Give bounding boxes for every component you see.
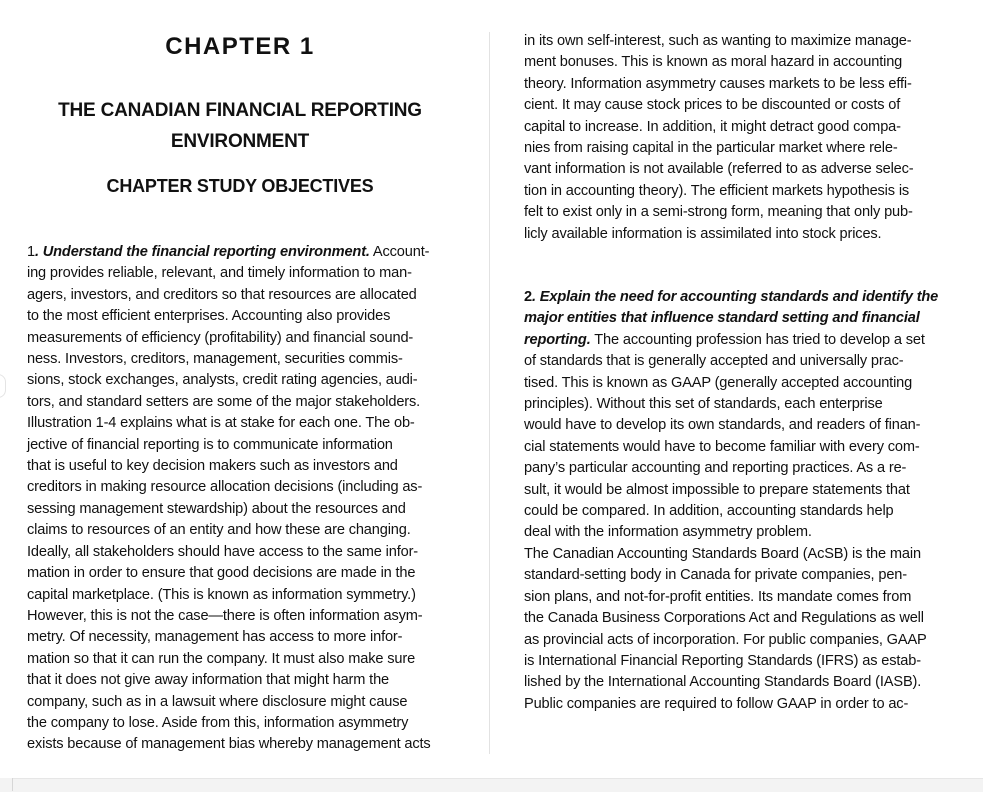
paragraph-line: cial statements would have to become familiar with every com- — [524, 438, 920, 455]
column-divider — [489, 32, 490, 754]
paragraph-line: theory. Information asymmetry causes markets to be less effi- — [524, 75, 912, 92]
paragraph-line: in its own self-interest, such as wanting to maximize manage- — [524, 33, 912, 49]
paragraph-line: capital to increase. In addition, it might detract good compa- — [524, 118, 901, 135]
paragraph-line: vant information is not available (referred to as adverse selec- — [524, 161, 914, 178]
paragraph-line: mation in order to ensure that good decisions are made in the — [27, 565, 416, 582]
objective-number: 1 — [27, 244, 35, 260]
chapter-title: CHAPTER 1 — [165, 33, 315, 60]
paragraph-line — [524, 287, 959, 308]
page-edge-marker — [0, 374, 6, 398]
paragraph-line: ness. Investors, creditors, management, securities commis- — [27, 351, 403, 368]
paragraph-line: ment bonuses. This is known as moral hazard in accounting — [524, 54, 903, 71]
paragraph-line: mation so that it can run the company. It must also make sure — [27, 650, 416, 667]
paragraph-line: cient. It may cause stock prices to be discounted or costs of — [524, 97, 901, 114]
paragraph-line: tion in accounting theory). The efficient markets hypothesis is — [524, 182, 910, 199]
paragraph-line: the Canada Business Corporations Act and Regulations as well — [524, 610, 924, 627]
paragraph-line: exists because of management bias whereby management acts — [27, 736, 431, 753]
objective-1-paragraph — [27, 242, 459, 756]
paragraph-line: tors, and standard setters are some of the major stakeholders. — [27, 393, 421, 410]
paragraph-line: that is useful to key decision makers such as investors and — [27, 458, 398, 475]
paragraph-line: is International Financial Reporting Standards (IFRS) as estab- — [524, 652, 921, 669]
paragraph-line: felt to exist only in a semi-strong form, meaning that only pub- — [524, 204, 913, 221]
objective-1-continuation — [524, 31, 959, 245]
paragraph-line: of standards that is generally accepted and universally prac- — [524, 353, 904, 370]
objective-lead: . Understand the financial reporting environment. — [34, 244, 370, 260]
paragraph-line: principles). Without this set of standards, each enterprise — [524, 396, 883, 413]
title-line: ENVIRONMENT — [170, 131, 310, 152]
paragraph-line: could be compared. In addition, accounting standards help — [524, 503, 894, 520]
paragraph-line: deal with the information asymmetry problem. — [524, 524, 812, 541]
paragraph-line: would have to develop its own standards, and readers of finan- — [524, 417, 921, 434]
paragraph-line: jective of financial reporting is to communicate information — [27, 436, 393, 453]
paragraph-line: sions, stock exchanges, analysts, credit rating agencies, audi- — [27, 372, 418, 389]
paragraph-line — [524, 330, 959, 351]
paragraph-line: licly available information is assimilated into stock prices. — [524, 225, 882, 242]
paragraph-line: measurements of efficiency (profitability) and financial sound- — [27, 329, 414, 346]
title-line: THE CANADIAN FINANCIAL REPORTING — [58, 100, 422, 121]
paragraph-line: sult, it would be almost impossible to prepare statements that — [524, 481, 910, 498]
paragraph-line: claims to resources of an entity and how these are changing. — [27, 522, 411, 539]
paragraph-line: agers, investors, and creditors so that resources are allocated — [27, 286, 417, 303]
paragraph-line: as provincial acts of incorporation. For public companies, GAAP — [524, 631, 927, 648]
objective-2-paragraph — [524, 287, 959, 715]
paragraph-line: However, this is not the case—there is often information asym- — [27, 607, 423, 624]
objectives-heading: CHAPTER STUDY OBJECTIVES — [106, 176, 374, 196]
paragraph-line: company, such as in a lawsuit where disclosure might cause — [27, 693, 408, 710]
objective-lead: major entities that influence standard setting and financial — [524, 310, 920, 327]
page-corner — [0, 778, 13, 791]
paragraph-line: Illustration 1-4 explains what is at stake for each one. The ob- — [27, 415, 415, 432]
paragraph-line: ing provides reliable, relevant, and timely information to man- — [27, 265, 412, 282]
paragraph-line: nies from raising capital in the particular market where rele- — [524, 140, 898, 157]
paragraph-line: sion plans, and not-for-profit entities. Its mandate comes from — [524, 588, 912, 605]
paragraph-line: creditors in making resource allocation decisions (including as- — [27, 479, 423, 496]
objective-lead: reporting. — [524, 331, 591, 348]
paragraph-line: to the most efficient enterprises. Accounting also provides — [27, 308, 391, 325]
paragraph-line: lished by the International Accounting Standards Board (IASB). — [524, 674, 922, 691]
paragraph-text: The accounting profession has tried to develop a set — [590, 331, 925, 348]
paragraph-line: tised. This is known as GAAP (generally accepted accounting — [524, 374, 913, 391]
objective-lead: . Explain the need for accounting standards and identify the — [531, 289, 939, 305]
paragraph-line: pany’s particular accounting and reporting practices. As a re- — [524, 460, 907, 477]
paragraph-line: metry. Of necessity, management has access to more infor- — [27, 629, 403, 646]
paragraph-line: Ideally, all stakeholders should have access to the same infor- — [27, 543, 419, 560]
paragraph-line: the company to lose. Aside from this, information asymmetry — [27, 714, 409, 731]
objective-number: 2 — [524, 289, 532, 305]
page-bottom-strip — [0, 778, 983, 792]
paragraph-line: that it does not give away information that might harm the — [27, 672, 390, 689]
paragraph-line: standard-setting body in Canada for private companies, pen- — [524, 567, 907, 584]
paragraph-line: capital marketplace. (This is known as information symmetry.) — [27, 586, 416, 603]
paragraph-line: The Canadian Accounting Standards Board (AcSB) is the main — [524, 545, 921, 562]
paragraph-line — [27, 242, 459, 263]
paragraph-line: Public companies are required to follow GAAP in order to ac- — [524, 695, 909, 712]
paragraph-text: Account- — [369, 244, 430, 260]
paragraph-line: sessing management stewardship) about the resources and — [27, 500, 406, 517]
document-title — [27, 95, 453, 157]
